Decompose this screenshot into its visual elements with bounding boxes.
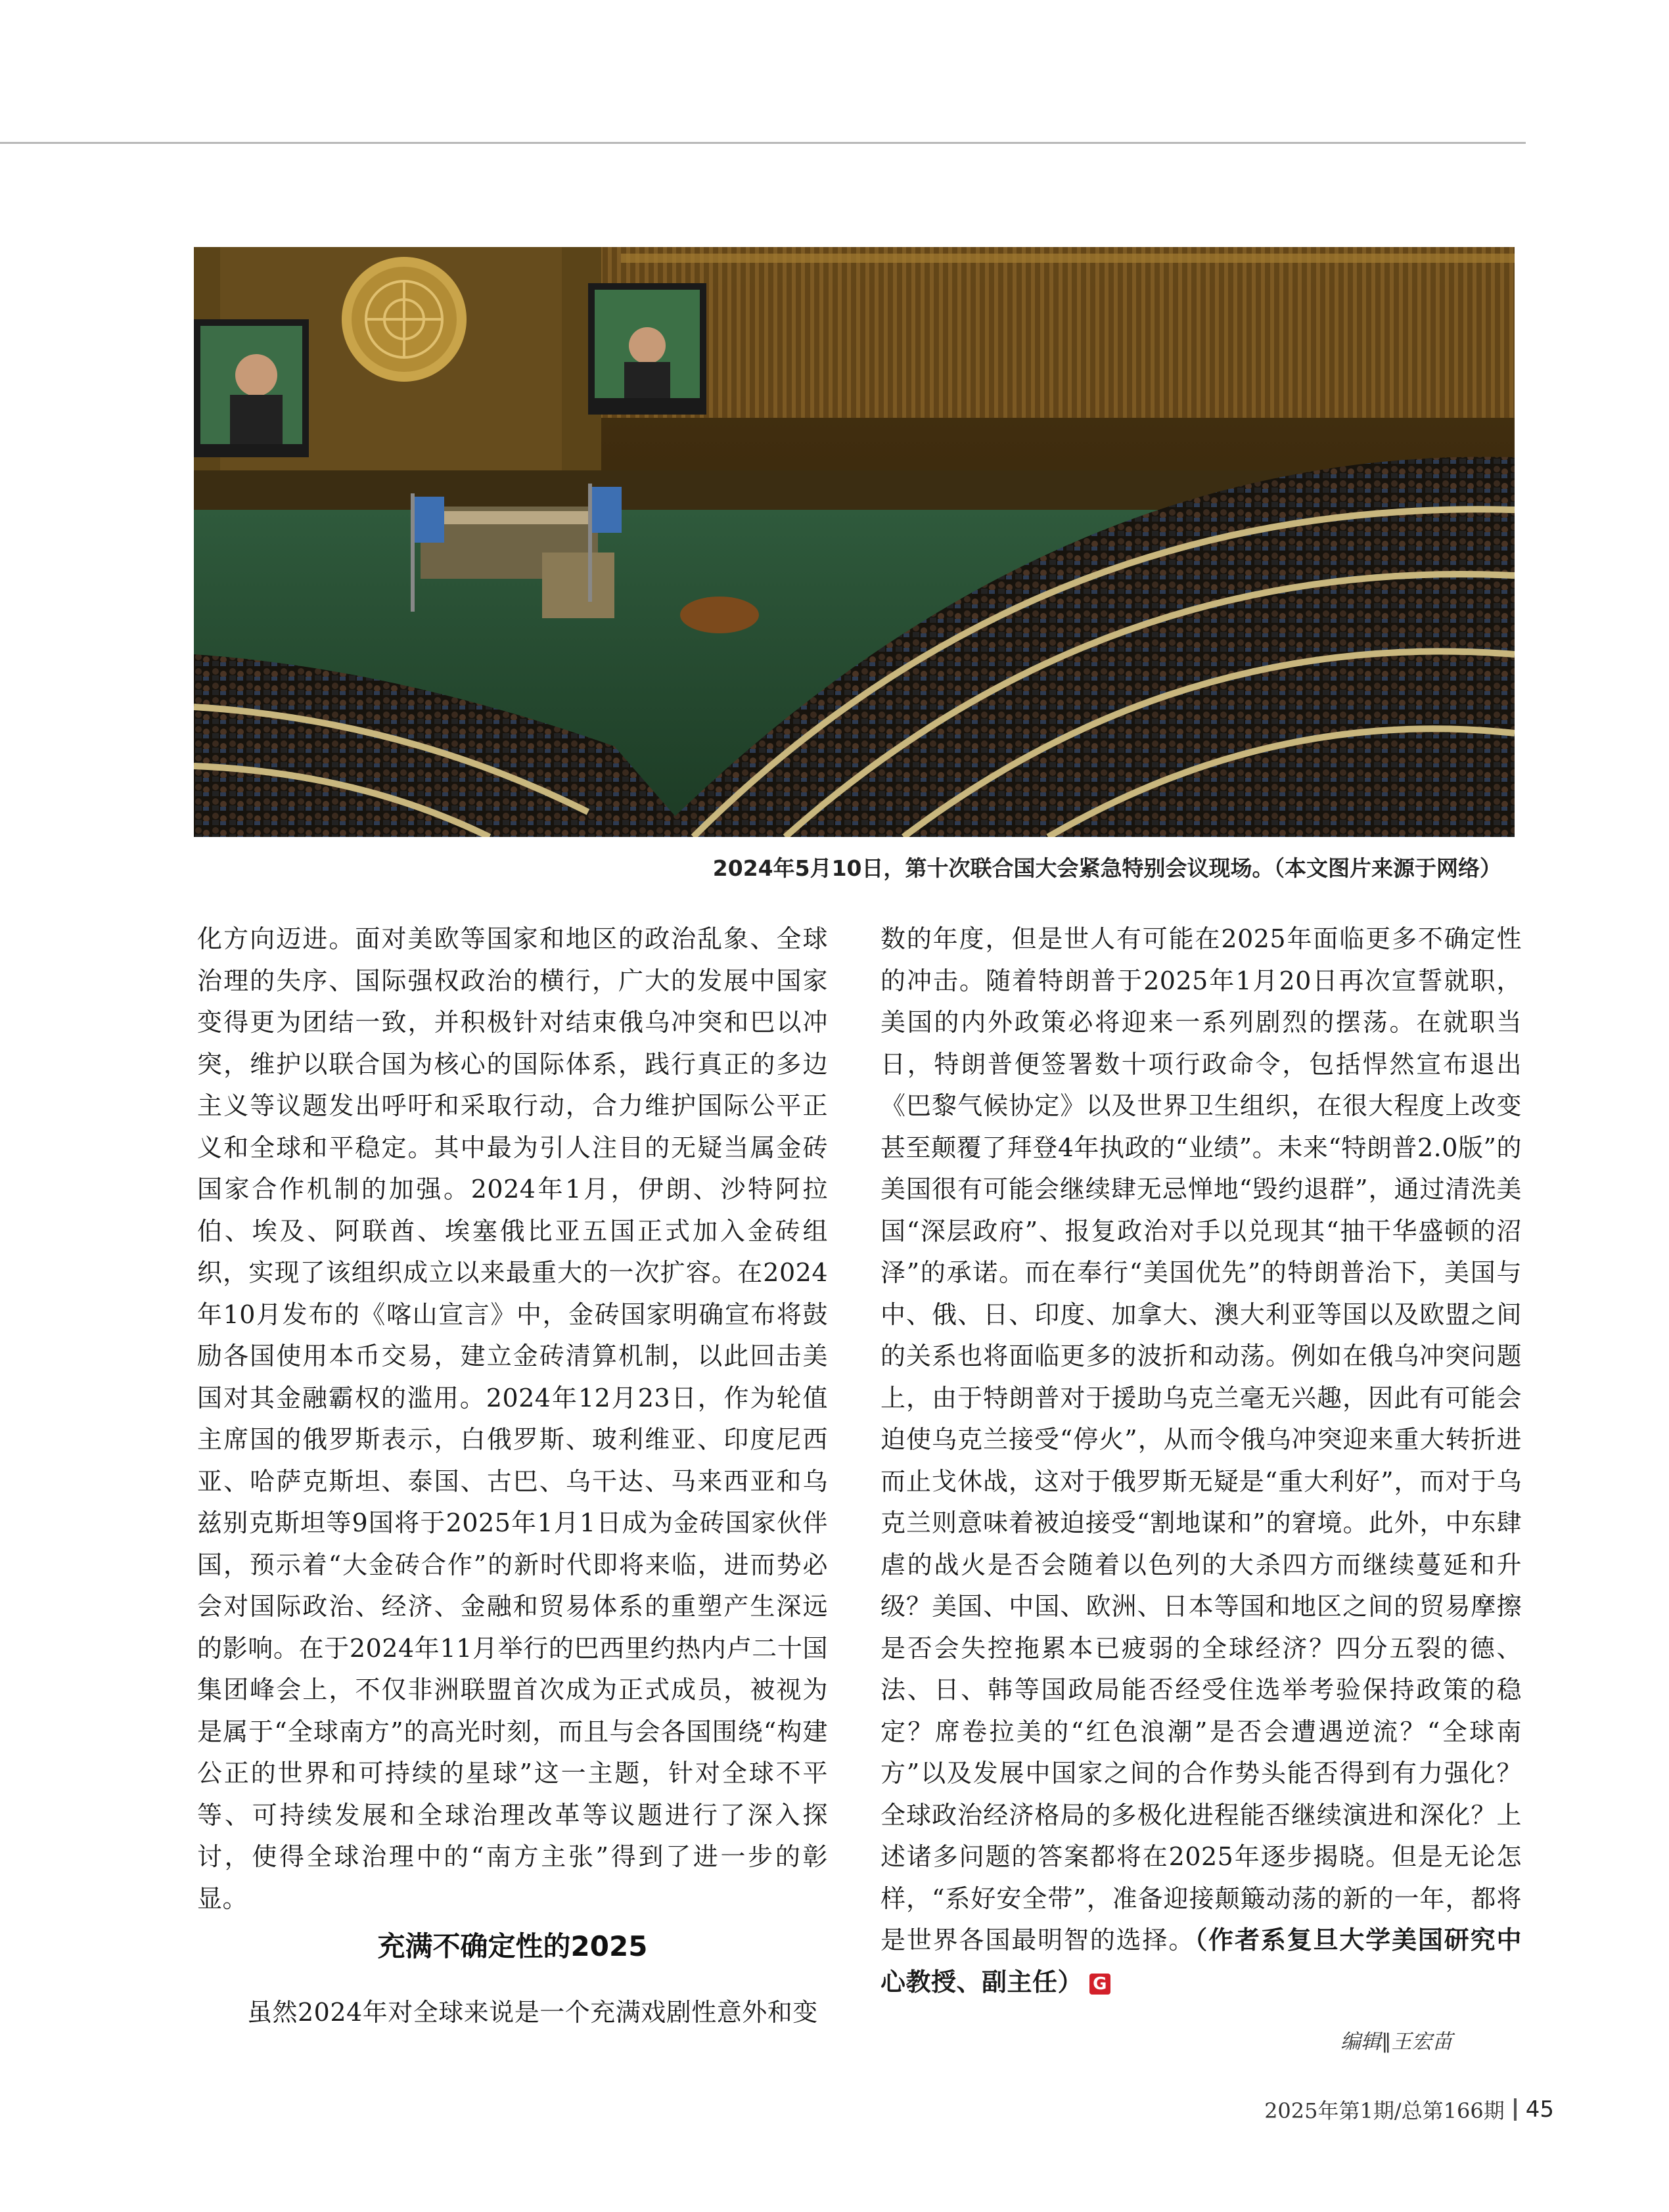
right-paragraph-text: 数的年度，但是世人有可能在2025年面临更多不确定性的冲击。随着特朗普于2025年1月20日再次宣誓就职，美国的内外政策必将迎来一系列剧烈的摆荡。在就职当日，特朗普便签署数十项行政命令，包括悍然宣布退出《巴黎气候协定》以及世界卫生组织，在很大程度上改变甚至颠覆了拜登4年执政的“业绩”。未来“特朗普2.0版”的美国很有可能会继续肆无忌惮地“毁约退群”，通过清洗美国“深层政府”、报复政治对手以兑现其“抽干华盛顿的沼泽”的承诺。而在奉行“美国优先”的特朗普治下，美国与中、俄、日、印度、加拿大、澳大利亚等国以及欧盟之间的关系也将面临更多的波折和动荡。例如在俄乌冲突问题上，由于特朗普对于援助乌克兰毫无兴趣，因此有可能会迫使乌克兰接受“停火”，从而令俄乌冲突迎来重大转折进而止戈休战，这对于俄罗斯无疑是“重大利好”，而对于乌克兰则意味着被迫接受“割地谋和”的窘境。此外，中东肆虐的战火是否会随着以色列的大杀四方而继续蔓延和升级？美国、中国、欧洲、日本等国和地区之间的贸易摩擦是否会失控拖累本已疲弱的全球经济？四分五裂的德、法、日、韩等国政局能否经受住选举考验保持政策的稳定？席卷拉美的“红色浪潮”是否会遭遇逆流？“全球南方”以及发展中国家之间的合作势头能否得到有力强化？全球政治经济格局的多极化进程能否继续演进和深化？上述诸多问题的答案都将在2025年逐步揭晓。但是无论怎样，“系好安全带”，准备迎接颠簸动荡的新的一年，都将是世界各国最明智的选择。 (880, 924, 1522, 1954)
photo-caption: 2024年5月10日，第十次联合国大会紧急特别会议现场。（本文图片来源于网络） (712, 855, 1501, 881)
left-column (197, 918, 828, 1920)
author-note: （作者系复旦大学美国研究中心教授、副主任） (880, 1926, 1522, 1997)
left-paragraph: 化方向迈进。面对美欧等国家和地区的政治乱象、全球治理的失序、国际强权政治的横行，广大的发展中国家变得更为团结一致，并积极针对结束俄乌冲突和巴以冲突，维护以联合国为核心的国际体系，践行真正的多边主义等议题发出呼吁和采取行动，合力维护国际公平正义和全球和平稳定。其中最为引人注目的无疑当属金砖国家合作机制的加强。2024年1月，伊朗、沙特阿拉伯、埃及、阿联酋、埃塞俄比亚五国正式加入金砖组织，实现了该组织成立以来最重大的一次扩容。在2024年10月发布的《喀山宣言》中，金砖国家明确宣布将鼓励各国使用本币交易，建立金砖清算机制，以此回击美国对其金融霸权的滥用。2024年12月23日，作为轮值主席国的俄罗斯表示，白俄罗斯、玻利维亚、印度尼西亚、哈萨克斯坦、泰国、古巴、乌干达、马来西亚和乌兹别克斯坦等9国将于2025年1月1日成为金砖国家伙伴国，预示着“大金砖合作”的新时代即将来临，进而势必会对国际政治、经济、金融和贸易体系的重塑产生深远的影响。在于2024年11月举行的巴西里约热内卢二十国集团峰会上，不仅非洲联盟首次成为正式成员，被视为是属于“全球南方”的高光时刻，而且与会各国围绕“构建公正的世界和可持续的星球”这一主题，针对全球不平等、可持续发展和全球治理改革等议题进行了深入探讨，使得全球治理中的“南方主张”得到了进一步的彰显。 (197, 924, 828, 1913)
page-number: 45 (1525, 2096, 1554, 2123)
right-column (880, 918, 1522, 2003)
section-first-line: 虽然2024年对全球来说是一个充满戏剧性意外和变 (247, 1998, 818, 2027)
footer-separator (1514, 2098, 1517, 2121)
section-heading: 充满不确定性的2025 (377, 1930, 648, 1962)
editor-credit: 编辑∥王宏苗 (1340, 2030, 1453, 2054)
page-footer (1264, 2094, 1554, 2125)
top-rule (0, 142, 1526, 144)
right-paragraph (880, 918, 1522, 2003)
end-mark-icon: G (1089, 1974, 1110, 1995)
left-column-continued (197, 1992, 828, 2034)
issue-info: 2025年第1期/总第166期 (1264, 2098, 1505, 2123)
un-assembly-photo (194, 247, 1515, 837)
